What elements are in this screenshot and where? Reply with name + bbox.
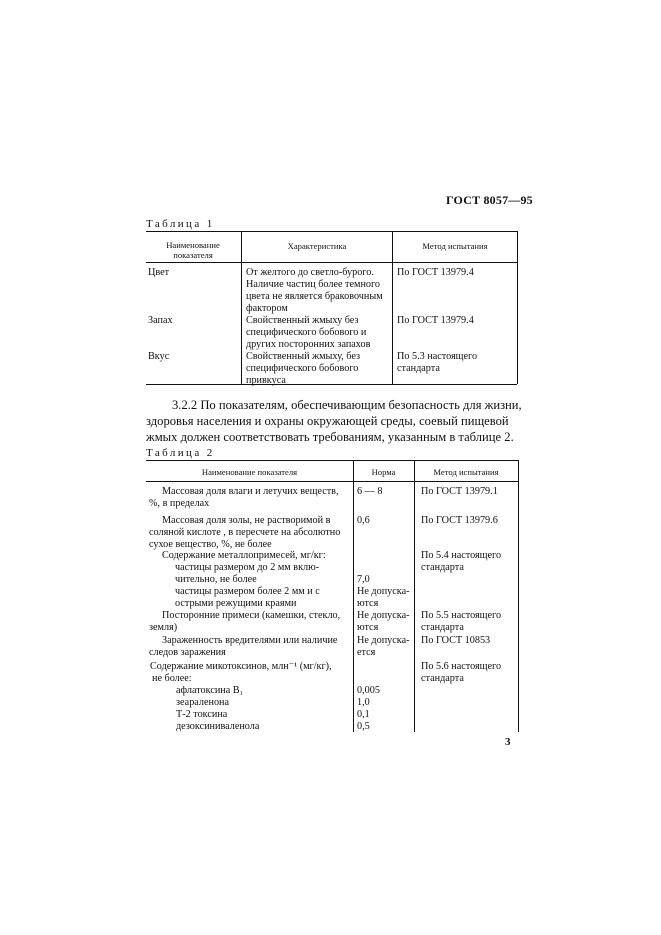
table2-row-method: По 5.5 настоящего стандарта [421, 610, 502, 633]
paragraph-line: здоровья населения и охраны окружающей среды, соевый пищевой [146, 414, 509, 428]
table1-header-rule [146, 262, 517, 263]
table2-row-method: По 5.4 настоящего стандарта [421, 550, 502, 573]
table1-row-characteristic: От желтого до светло-бурого. Наличие частиц более темного цвета не является браковочным фактором [246, 267, 383, 314]
table2-col-divider [518, 460, 519, 732]
table2-header-rule [146, 481, 519, 482]
table1-row-method: По ГОСТ 13979.4 [397, 315, 474, 326]
table1-caption: Таблица 1 [146, 218, 215, 230]
table2-row-norm: 0,005 1,0 0,1 0,5 [357, 685, 380, 732]
table2-row-name: Массовая доля влаги и летучих веществ, %, в пределах [149, 486, 339, 509]
table1-header-method: Метод испытания [422, 241, 488, 251]
table2-row-norm: Не допуска- ется [357, 635, 410, 658]
table2-top-rule [146, 460, 519, 461]
table1-col-divider [517, 231, 518, 384]
table2-row-name: Содержание микотоксинов, млн⁻¹ (мг/кг), не более: афлатоксина B₁ зеараленона Т-2 токсина дезоксиниваленола [150, 661, 332, 732]
table2-caption: Таблица 2 [146, 447, 215, 459]
table2-header-name: Наименование показателя [201, 467, 298, 477]
table2-row-method: По ГОСТ 13979.1 [421, 486, 498, 497]
table1-header-characteristic: Характеристика [287, 241, 347, 251]
table2-row-name: Зараженность вредителями или наличие следов заражения [149, 635, 338, 658]
document-code: ГОСТ 8057—95 [446, 193, 533, 207]
table2-col-divider [414, 460, 415, 732]
page-number: 3 [505, 736, 511, 748]
table2-header-norm: Норма [371, 467, 396, 477]
table1-col-divider [392, 231, 393, 384]
table1-row-characteristic: Свойственный жмыху без специфического бобового и других посторонних запахов [246, 315, 371, 350]
table2-header-method: Метод испытания [433, 467, 499, 477]
body-paragraph [146, 397, 522, 445]
table1-row-method: По ГОСТ 13979.4 [397, 267, 474, 278]
table2-row-name: Содержание металлопримесей, мг/кг: частицы размером до 2 мм вклю- чительно, не более частицы размером более 2 мм и с острыми режущими краями [162, 550, 326, 609]
table1-row-method: По 5.3 настоящего стандарта [397, 351, 478, 374]
paragraph-line: 3.2.2 По показателям, обеспечивающим безопасность для жизни, [172, 398, 522, 412]
table2-row-norm: 6 — 8 [357, 486, 383, 497]
table1-col-divider [241, 231, 242, 384]
table1-top-rule [146, 231, 517, 232]
table2-row-name: Массовая доля золы, не растворимой в соляной кислоте , в пересчете на абсолютно сухое вещество, %, не более [149, 515, 341, 550]
table1-header-name: Наименование показателя [166, 240, 220, 260]
table2-row-norm: 0,6 [357, 515, 370, 526]
table2-row-method: По ГОСТ 10853 [421, 635, 491, 646]
table2-row-norm: 7,0 Не допуска- ются [357, 574, 410, 609]
paragraph-line: жмых должен соответствовать требованиям, указанным в таблице 2. [146, 430, 514, 444]
table1-row-name: Запах [148, 315, 173, 326]
table2-col-divider [353, 460, 354, 732]
table2-row-method: По ГОСТ 13979.6 [421, 515, 498, 526]
table1-row-name: Вкус [148, 351, 170, 362]
table2-row-name: Посторонние примеси (камешки, стекло, земля) [149, 610, 341, 633]
table1-row-name: Цвет [148, 267, 170, 278]
table2-row-norm: Не допуска- ются [357, 610, 410, 633]
table1-row-characteristic: Свойственный жмыху, без специфического бобового привкуса [246, 351, 360, 386]
table2-row-method: По 5.6 настоящего стандарта [421, 661, 502, 684]
